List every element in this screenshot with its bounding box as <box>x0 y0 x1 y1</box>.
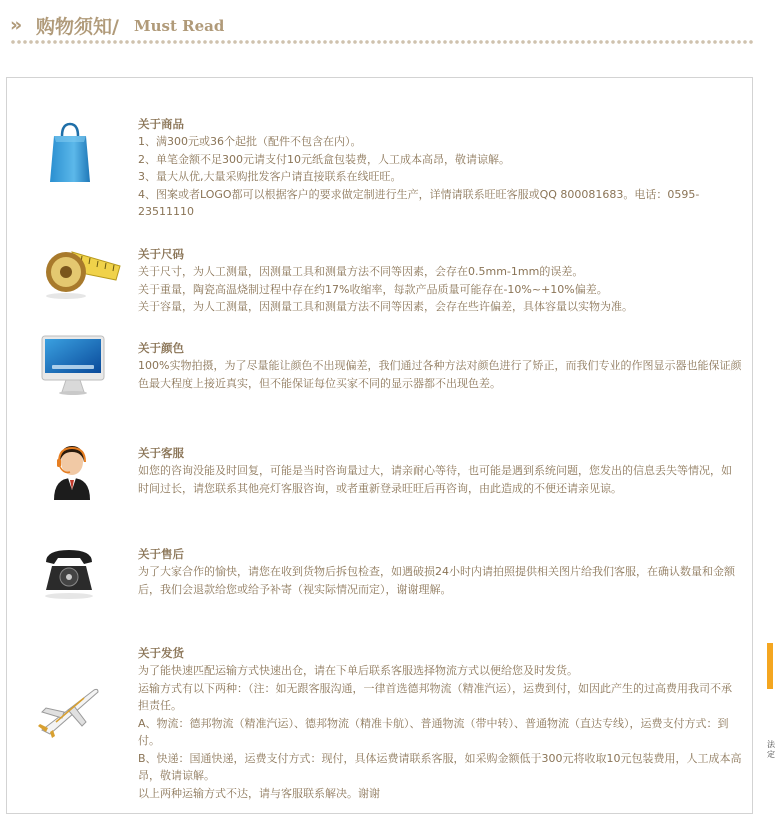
text-line: 如您的咨询没能及时回复，可能是当时咨询量过大，请亲耐心等待，也可能是遇到系统问题，您发出的信息丢失等情况，如时间过长，请您联系其他亮灯客服咨询，或者重新登录旺旺后再咨询，由此造成的不便还请亲见谅。 <box>138 464 732 495</box>
side-float-tab[interactable] <box>767 643 773 689</box>
monitor-icon <box>40 334 106 396</box>
double-chevron-icon: » <box>10 14 19 36</box>
customer-service-icon <box>50 440 94 502</box>
edge-text: 法定 <box>767 740 775 759</box>
text-line: 2、单笔金额不足300元请支付10元纸盒包装费，人工成本高昂，敬请谅解。 <box>138 152 510 166</box>
text-line: 为了能快速匹配运输方式快速出仓，请在下单后联系客服选择物流方式以便给您及时发货。 <box>138 664 578 677</box>
measuring-tape-icon <box>42 238 124 300</box>
text-line: 为了大家合作的愉快，请您在收到货物后拆包检查，如遇破损24小时内请拍照提供相关图片给我们客服，在确认数量和金额后，我们会退款给您或给予补寄（视实际情况而定），谢谢理解。 <box>138 565 735 596</box>
section-size <box>138 246 742 316</box>
section-title: 关于售后 <box>138 547 184 561</box>
text-line: 关于重量，陶瓷高温烧制过程中存在约17%收缩率，每款产品质量可能存在-10%~+10%偏差。 <box>138 282 608 296</box>
header-title-en: Must Read <box>134 17 225 35</box>
section-title: 关于颜色 <box>138 341 184 355</box>
text-line: 3、量大从优,大量采购批发客户请直接联系在线旺旺。 <box>138 170 402 183</box>
section-title: 关于发货 <box>138 646 184 660</box>
text-line: 关于尺寸，为人工测量，因测量工具和测量方法不同等因素，会存在0.5mm-1mm的误差。 <box>138 265 584 278</box>
section-title: 关于商品 <box>138 117 184 131</box>
section-color <box>138 340 742 392</box>
text-line: 100%实物拍摄，为了尽量能让颜色不出现偏差，我们通过各种方法对颜色进行了矫正，而我们专业的作图显示器也能保证颜色最大程度上接近真实，但不能保证每位买家不同的显示器都不出现色差。 <box>138 359 742 390</box>
text-line: 运输方式有以下两种：（注：如无跟客服沟通，一律首选德邦物流（精准汽运），运费到付，如因此产生的过高费用我司不承担责任。 <box>138 681 732 712</box>
dotted-divider <box>10 39 755 45</box>
text-line: 以上两种运输方式不达，请与客服联系解决。谢谢 <box>138 786 380 800</box>
shopping-bag-icon <box>48 120 92 186</box>
section-service <box>138 445 742 497</box>
section-goods <box>138 116 742 221</box>
section-title: 关于客服 <box>138 446 184 460</box>
section-title: 关于尺码 <box>138 247 184 261</box>
airplane-icon <box>36 682 102 740</box>
section-aftersale <box>138 546 742 598</box>
header-title-cn: 购物须知/ <box>36 16 119 38</box>
page-header <box>10 10 755 40</box>
section-shipping <box>138 645 742 802</box>
text-line: A、物流：德邦物流（精准汽运）、德邦物流（精准卡航）、普通物流（带中转）、普通物流（直达专线），运费支付方式：到付。 <box>138 716 729 747</box>
text-line: 关于容量，为人工测量，因测量工具和测量方法不同等因素，会存在些许偏差，具体容量以实物为准。 <box>138 300 633 313</box>
text-line: 4、图案或者LOGO都可以根据客户的要求做定制进行生产，详情请联系旺旺客服或QQ 800081683。电话：0595-23511110 <box>138 187 700 218</box>
text-line: 1、满300元或36个起批（配件不包含在内）。 <box>138 135 362 148</box>
telephone-icon <box>40 544 98 600</box>
text-line: B、快递：国通快递，运费支付方式：现付，具体运费请联系客服，如采购金额低于300元将收取10元包装费用，人工成本高昂，敬请谅解。 <box>138 751 742 782</box>
